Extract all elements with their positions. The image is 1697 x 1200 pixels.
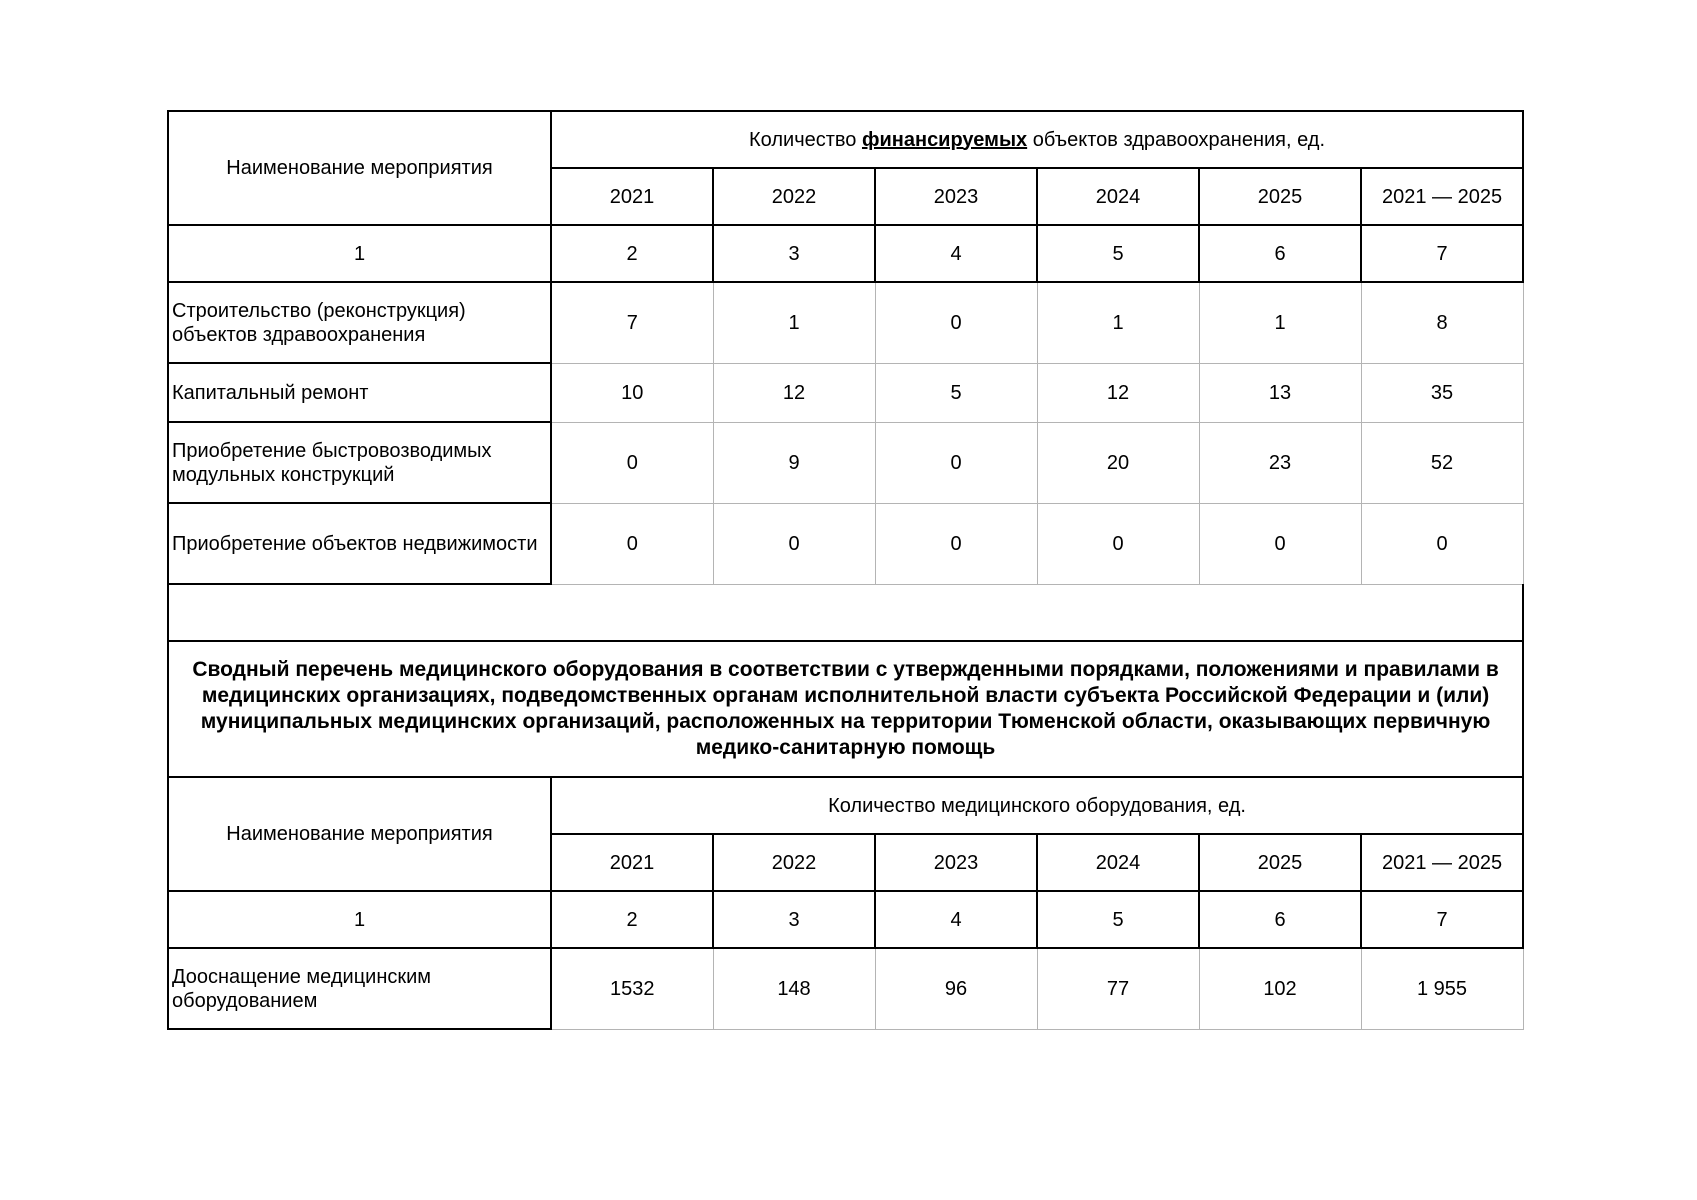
table2-column-number: 1 [168, 891, 551, 948]
row-name: Дооснащение медицинским оборудованием [168, 948, 551, 1029]
value-cell: 8 [1361, 282, 1523, 363]
value-cell: 1 955 [1361, 948, 1523, 1029]
table2-column-number: 3 [713, 891, 875, 948]
value-cell: 5 [875, 363, 1037, 422]
value-cell: 96 [875, 948, 1037, 1029]
value-cell: 0 [1199, 503, 1361, 584]
section-title: Сводный перечень медицинского оборудования в соответствии с утвержденными порядками, положениями и правилами в медицинских организациях, подведомственных органам исполнительной власти субъекта Российской Федерации и (или) муниципальных медицинских организаций, расположенных на территории Тюменской области, оказывающих первичную медико-санитарную помощь [168, 641, 1523, 777]
table1-year-cell: 2024 [1037, 168, 1199, 225]
value-cell: 9 [713, 422, 875, 503]
table1-group-header-emphasis: финансируемых [861, 128, 1028, 151]
value-cell: 0 [875, 422, 1037, 503]
table1-column-numbers-row [168, 225, 1523, 282]
value-cell: 0 [1361, 503, 1523, 584]
value-cell: 1 [1037, 282, 1199, 363]
table1-group-header [551, 111, 1523, 168]
table2-year-cell: 2021 — 2025 [1361, 834, 1523, 891]
row-name: Приобретение объектов недвижимости [168, 503, 551, 584]
table-row [168, 363, 1523, 422]
value-cell: 1532 [551, 948, 713, 1029]
value-cell: 0 [551, 503, 713, 584]
value-cell: 1 [713, 282, 875, 363]
value-cell: 148 [713, 948, 875, 1029]
value-cell: 12 [1037, 363, 1199, 422]
value-cell: 102 [1199, 948, 1361, 1029]
table1-column-number: 4 [875, 225, 1037, 282]
value-cell: 1 [1199, 282, 1361, 363]
table2-group-header: Количество медицинского оборудования, ед. [551, 777, 1523, 834]
table2-year-cell: 2021 [551, 834, 713, 891]
value-cell: 0 [1037, 503, 1199, 584]
table1-year-cell: 2021 — 2025 [1361, 168, 1523, 225]
table2-column-number: 2 [551, 891, 713, 948]
table1-column-number: 1 [168, 225, 551, 282]
value-cell: 13 [1199, 363, 1361, 422]
table1-year-cell: 2023 [875, 168, 1037, 225]
table-row [168, 422, 1523, 503]
value-cell: 77 [1037, 948, 1199, 1029]
value-cell: 7 [551, 282, 713, 363]
table2-year-cell: 2023 [875, 834, 1037, 891]
table1-column-number: 5 [1037, 225, 1199, 282]
table1-group-header-prefix: Количество [749, 128, 862, 151]
table1-column-number: 7 [1361, 225, 1523, 282]
table1-year-cell: 2022 [713, 168, 875, 225]
table2-column-number: 4 [875, 891, 1037, 948]
row-name: Строительство (реконструкция) объектов здравоохранения [168, 282, 551, 363]
value-cell: 52 [1361, 422, 1523, 503]
row-name: Капитальный ремонт [168, 363, 551, 422]
table1-column-number: 2 [551, 225, 713, 282]
table-row [168, 948, 1523, 1029]
table2-year-cell: 2025 [1199, 834, 1361, 891]
table2-column-number: 7 [1361, 891, 1523, 948]
value-cell: 0 [875, 282, 1037, 363]
value-cell: 20 [1037, 422, 1199, 503]
table-row [168, 503, 1523, 584]
table1-header-row [168, 111, 1523, 168]
value-cell: 10 [551, 363, 713, 422]
table2-column-number: 6 [1199, 891, 1361, 948]
table2-year-cell: 2022 [713, 834, 875, 891]
value-cell: 35 [1361, 363, 1523, 422]
table2-column-numbers-row [168, 891, 1523, 948]
table2-column-number: 5 [1037, 891, 1199, 948]
report-table [167, 110, 1524, 1030]
document-sheet [167, 110, 1522, 1026]
table1-year-cell: 2021 [551, 168, 713, 225]
section-title-row [168, 641, 1523, 777]
value-cell: 0 [875, 503, 1037, 584]
value-cell: 0 [551, 422, 713, 503]
empty-row [168, 584, 1523, 641]
row-name: Приобретение быстровозводимых модульных конструкций [168, 422, 551, 503]
table-row [168, 282, 1523, 363]
value-cell: 12 [713, 363, 875, 422]
table2-year-cell: 2024 [1037, 834, 1199, 891]
value-cell: 0 [713, 503, 875, 584]
table1-column-number: 6 [1199, 225, 1361, 282]
table1-group-header-suffix: объектов здравоохранения, ед. [1027, 128, 1326, 151]
empty-cell [168, 584, 1523, 641]
table2-header-row [168, 777, 1523, 834]
table1-year-cell: 2025 [1199, 168, 1361, 225]
table2-name-header: Наименование мероприятия [168, 777, 551, 891]
value-cell: 23 [1199, 422, 1361, 503]
table1-name-header: Наименование мероприятия [168, 111, 551, 225]
table1-column-number: 3 [713, 225, 875, 282]
